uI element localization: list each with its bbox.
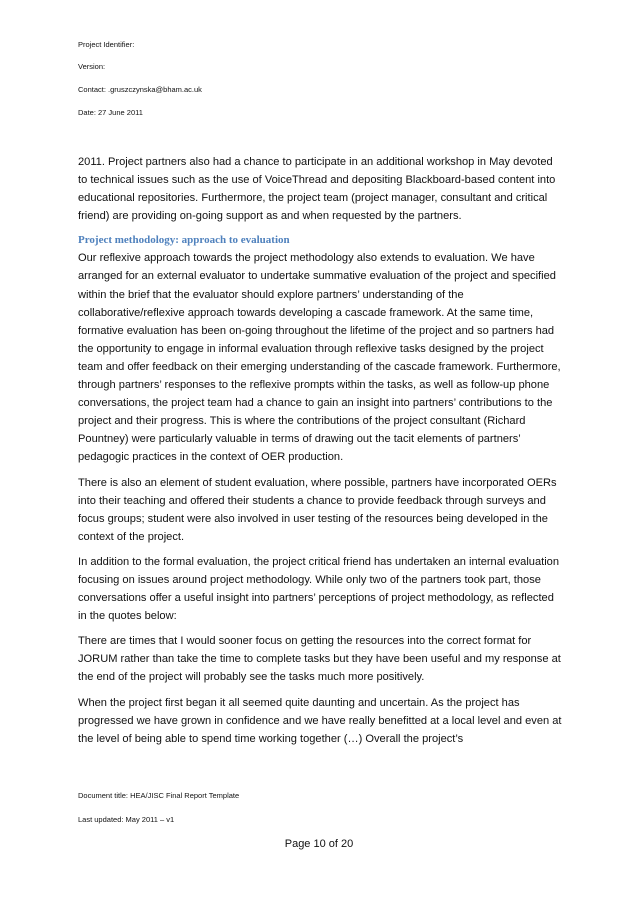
section-heading: Project methodology: approach to evaluation	[78, 234, 290, 247]
paragraph-workshop: 2011. Project partners also had a chance to participate in an additional workshop in May devoted to technical issues such as the use of VoiceThread and depositing Blackboard-based content into educational repositories. Furthermore, the project team (project manager, consultant and critical friend) are providing on-going support as and when requested by the partners.	[78, 156, 556, 223]
paragraph-student-evaluation: There is also an element of student evaluation, where possible, partners have incorporated OERs into their teaching and offered their students a chance to provide feedback through surveys and focus groups; student were also involved in user testing of the resources being developed in the context of the project.	[78, 476, 557, 543]
quote-partner-2: When the project first began it all seemed quite daunting and uncertain. As the project has progressed we have grown in confidence and we have really benefitted at a local level and even at the level of being able to spend time working together (…) Overall the project’s	[78, 696, 562, 745]
document-body	[78, 153, 563, 755]
page-number: Page 10 of 20	[284, 838, 354, 850]
header-contact: Contact: .gruszczynska@bham.ac.uk	[78, 85, 202, 94]
footer-document-title: Document title: HEA/JISC Final Report Template	[78, 791, 240, 800]
paragraph-evaluation-approach: Our reflexive approach towards the project methodology also extends to evaluation. We have arranged for an external evaluator to undertake summative evaluation of the project and specified within the brief that the evaluator should explore partners’ understanding of the collaborative/reflexive approach towards developing a cascade framework. At the same time, formative evaluation has been on-going throughout the lifetime of the project and so partners had the opportunity to engage in informal evaluation through reflexive tasks designed by the project team and offer feedback on their emerging understanding of the cascade framework. Furthermore, through partners’ responses to the reflexive prompts within the tasks, as well as follow-up phone conversations, the project team had a chance to gain an insight into partners’ contributions to the project and their progress. This is where the contributions of the project consultant (Richard Pountney) were particularly valuable in terms of drawing out the tacit elements of partners’ pedagogic practices in the context of OER production.	[78, 252, 561, 464]
header-version: Version:	[78, 62, 106, 71]
header-date: Date: 27 June 2011	[78, 108, 143, 117]
paragraph-internal-evaluation: In addition to the formal evaluation, the project critical friend has undertaken an internal evaluation focusing on issues around project methodology. While only two of the partners took part, those conversations offer a useful insight into partners’ perceptions of project methodology, as reflected in the quotes below:	[78, 555, 560, 623]
quote-partner-1: There are times that I would sooner focus on getting the resources into the correct format for JORUM rather than take the time to complete tasks but they have been useful and my response at the end of the project will probably see the tasks much more positively.	[78, 635, 561, 684]
header-project-identifier: Project Identifier:	[78, 40, 135, 49]
footer-last-updated: Last updated: May 2011 – v1	[78, 815, 175, 824]
